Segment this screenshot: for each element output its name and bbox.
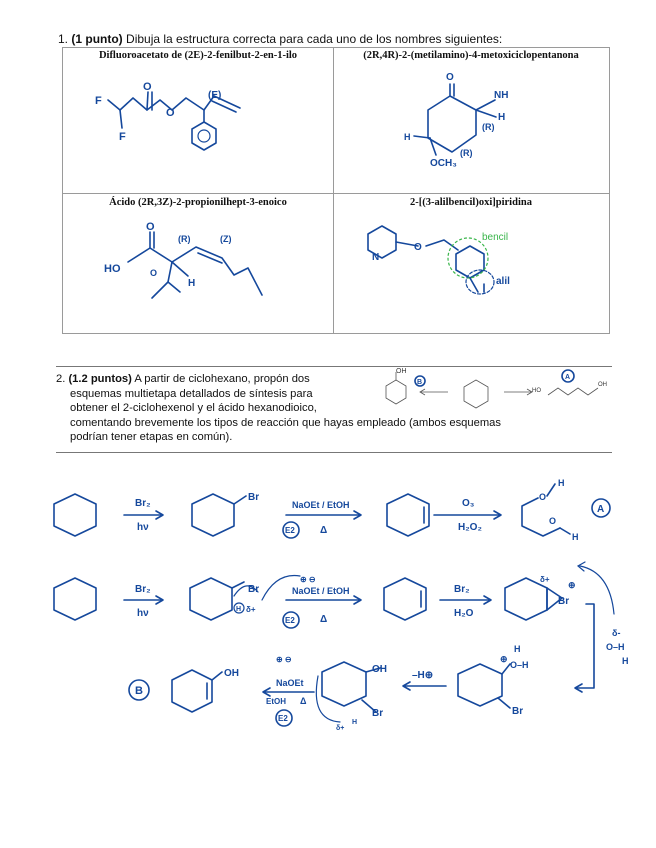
c1-f2: F [119,131,126,143]
svg-text:Br: Br [372,708,384,719]
c4-alil: alil [496,276,510,287]
svg-text:δ+: δ+ [540,575,550,584]
c3-ho: HO [104,263,121,275]
svg-text:H: H [558,478,565,488]
question-2-text: 2. (1.2 puntos) A partir de ciclohexano, propón dos esquemas multietapa detallados de síntesis para obtener el 2-ciclohexenol y el ácido hexanodioico, comentando brevemente los tipos de reacción que hayas empleado (ambos esquemas podrían tener etapas en común). [56,373,501,444]
svg-text:NaOEt / EtOH: NaOEt / EtOH [292,586,350,596]
print-oh2: OH [598,382,607,388]
svg-text:H: H [514,644,521,654]
svg-text:δ-: δ- [612,628,621,638]
svg-text:Br: Br [512,706,524,717]
cell-4-name: 2-[(3-alilbencil)oxi]piridina [410,197,532,208]
svg-text:H₂O₂: H₂O₂ [458,522,482,533]
svg-text:O: O [549,516,557,526]
c4-o: O [414,242,422,253]
svg-text:δ+: δ+ [246,605,256,614]
scheme-row-1 [54,478,610,542]
svg-text:O: O [539,492,547,502]
c4-bencil: bencil [482,232,509,243]
svg-text:⊕: ⊕ [568,580,576,590]
svg-text:H: H [622,656,629,666]
svg-text:H: H [236,606,242,613]
svg-text:H: H [572,532,579,542]
c2-h1: H [498,112,506,123]
c3-z: (Z) [220,234,232,244]
scheme-row-2 [54,562,629,692]
svg-text:O₃: O₃ [462,498,475,509]
svg-text:NaOEt / EtOH: NaOEt / EtOH [292,500,350,510]
c2-och3: OCH₃ [430,158,457,169]
print-ho: HO [532,388,541,394]
svg-text:H₂O: H₂O [454,608,474,619]
cell-4-structure [368,226,510,294]
scheme-row-3 [129,644,529,732]
svg-text:Δ: Δ [320,525,328,536]
cell-1-name: Difluoroacetato de (2E)-2-fenilbut-2-en-1-ilo [98,50,298,61]
cell-3-structure [104,221,262,298]
cell-2-structure [404,72,508,169]
question-1-heading: 1. (1 punto) Dibuja la estructura correcta para cada uno de los nombres siguientes: [58,32,503,46]
svg-text:E2: E2 [278,714,288,723]
c1-carbonyl-o: O [143,81,152,93]
svg-text:Br₂: Br₂ [135,498,151,509]
print-b-tag: B [417,379,423,386]
c3-o: O [146,221,155,233]
svg-text:⊕ ⊖: ⊕ ⊖ [276,655,292,664]
svg-text:Δ: Δ [320,614,328,625]
svg-text:hν: hν [137,522,149,533]
c2-nh: NH [494,90,509,101]
svg-text:E2: E2 [285,616,295,625]
svg-text:A: A [597,504,605,515]
svg-text:NaOEt: NaOEt [276,678,304,688]
svg-text:⊕ ⊖: ⊕ ⊖ [300,575,316,584]
svg-text:Br: Br [248,492,260,503]
c1-e-label: (E) [208,90,222,101]
svg-text:Δ: Δ [300,696,307,706]
c2-o: O [446,72,454,83]
print-oh: OH [396,368,407,375]
svg-text:Br₂: Br₂ [454,584,470,595]
c2-r2: (R) [460,148,473,158]
svg-text:B: B [135,685,143,697]
svg-text:EtOH: EtOH [266,697,286,706]
svg-text:Br: Br [248,584,260,595]
print-a-tag: A [565,374,571,381]
question-2-printed-scheme [386,368,607,408]
svg-text:hν: hν [137,608,149,619]
svg-text:H: H [352,719,358,726]
c3-o2: O [150,268,158,278]
c2-h2: H [404,132,411,142]
cell-1-structure [95,81,240,150]
c3-r: (R) [178,234,191,244]
svg-text:⊕: ⊕ [500,654,508,664]
svg-text:O–H: O–H [606,642,625,652]
c3-h: H [188,278,196,289]
svg-text:O–H: O–H [510,660,529,670]
svg-text:OH: OH [372,664,387,675]
svg-text:E2: E2 [285,526,295,535]
svg-text:δ+: δ+ [336,725,345,732]
c4-n: N [372,252,380,263]
c2-r1: (R) [482,122,495,132]
c1-f1: F [95,95,102,107]
svg-text:–H⊕: –H⊕ [412,670,434,681]
svg-text:OH: OH [224,668,239,679]
svg-text:Br₂: Br₂ [135,584,151,595]
svg-text:Br: Br [558,596,570,607]
c1-ester-o: O [166,107,175,119]
cell-2-name: (2R,4R)-2-(metilamino)-4-metoxiciclopentanona [363,50,579,61]
cell-3-name: Ácido (2R,3Z)-2-propionilhept-3-enoico [109,197,287,208]
